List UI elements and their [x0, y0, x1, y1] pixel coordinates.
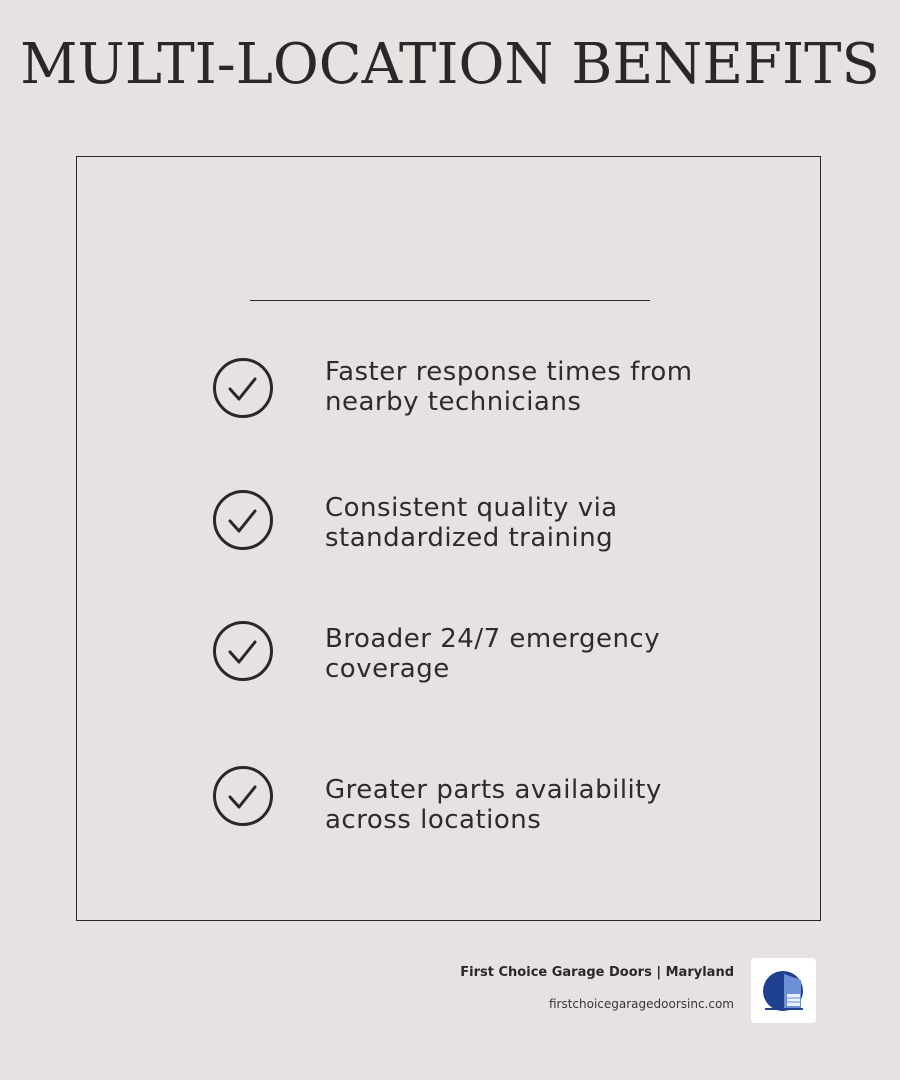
check-circle-icon	[212, 357, 274, 419]
garage-logo-icon	[751, 958, 816, 1023]
benefit-text: Broader 24/7 emergency coverage	[325, 624, 661, 684]
benefit-text: Greater parts availability across locations	[325, 775, 662, 835]
benefit-text: Faster response times from nearby technicians	[325, 357, 693, 417]
divider-line	[250, 300, 650, 301]
benefit-text: Consistent quality via standardized training	[325, 493, 618, 553]
check-circle-icon	[212, 489, 274, 551]
check-circle-icon	[212, 765, 274, 827]
page-title: MULTI-LOCATION BENEFITS	[20, 32, 880, 97]
company-name: First Choice Garage Doors | Maryland	[460, 965, 734, 980]
check-circle-icon	[212, 620, 274, 682]
company-logo	[751, 958, 816, 1023]
website-link[interactable]: firstchoicegaragedoorsinc.com	[548, 997, 734, 1011]
